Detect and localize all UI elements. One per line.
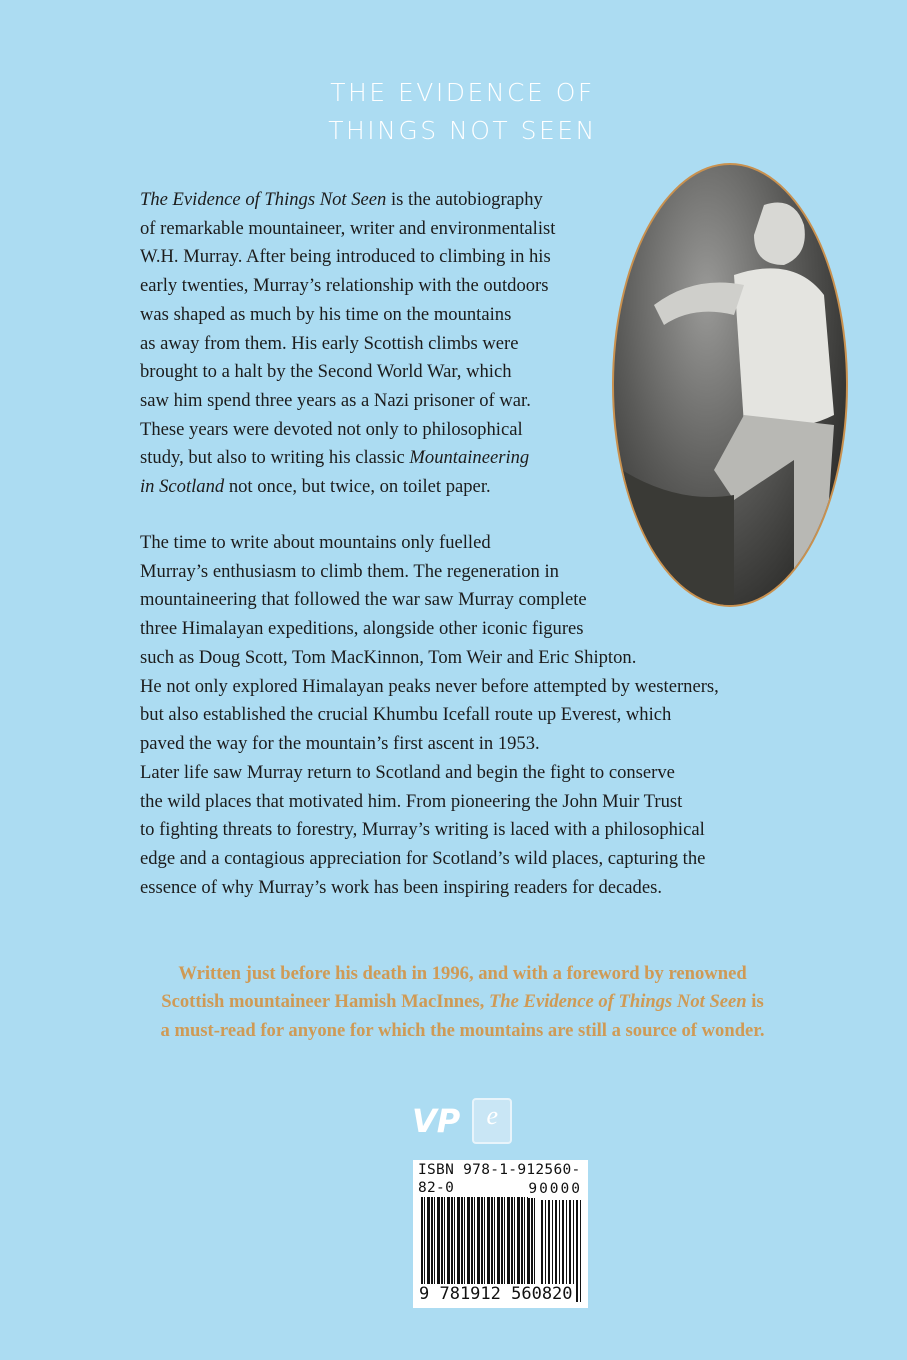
text-line <box>140 243 555 272</box>
text-segment: the wild places that motivated him. From pioneering the John Muir Trust <box>140 790 683 812</box>
text-line <box>140 444 555 473</box>
text-line <box>140 874 705 903</box>
text-line <box>140 330 555 359</box>
ebook-logo <box>472 1098 512 1144</box>
text-line <box>140 358 555 387</box>
text-line <box>140 473 555 502</box>
highlight-quote <box>0 960 907 1045</box>
italic-title-text: in Scotland <box>140 476 225 498</box>
text-segment: is the autobiography <box>386 189 543 210</box>
text-segment: such as Doug Scott, Tom MacKinnon, Tom Weir and Eric Shipton. <box>140 646 637 668</box>
text-segment: Later life saw Murray return to Scotland and begin the fight to conserve <box>140 762 675 783</box>
text-line <box>140 845 705 874</box>
text-line <box>140 788 705 817</box>
text-line <box>140 586 719 615</box>
text-segment: as away from them. His early Scottish climbs were <box>140 332 519 354</box>
description-paragraph-1 <box>140 186 555 502</box>
text-segment: Scottish mountaineer Hamish MacInnes, <box>161 991 489 1013</box>
italic-title-text: Mountaineering <box>409 447 530 469</box>
text-segment: The time to write about mountains only fuelled <box>140 532 491 553</box>
publisher-logos <box>412 1098 512 1144</box>
text-segment: These years were devoted not only to philosophical <box>140 418 523 440</box>
barcode-bars <box>421 1183 536 1284</box>
text-line <box>140 272 555 301</box>
text-segment: of remarkable mountaineer, writer and environmentalist <box>140 217 556 239</box>
text-line <box>140 701 719 730</box>
text-line <box>140 644 719 673</box>
italic-title-text: The Evidence of Things Not Seen <box>488 991 747 1013</box>
text-segment: W.H. Murray. After being introduced to climbing in his <box>140 246 551 268</box>
cover-title-line-2: THINGS NOT SEEN <box>328 116 597 145</box>
text-segment: saw him spend three years as a Nazi prisoner of war. <box>140 389 531 411</box>
text-line <box>140 816 705 845</box>
text-line <box>140 301 555 330</box>
text-segment: Murray’s enthusiasm to climb them. The regeneration in <box>140 560 559 582</box>
text-segment: but also established the crucial Khumbu Icefall route up Everest, which <box>140 704 672 726</box>
text-line <box>0 960 907 988</box>
text-segment: not once, but twice, on toilet paper. <box>224 476 491 498</box>
text-segment: mountaineering that followed the war saw Murray complete <box>140 589 587 611</box>
text-segment: He not only explored Himalayan peaks never before attempted by westerners, <box>140 675 719 697</box>
text-line <box>140 186 555 215</box>
text-line <box>140 529 719 558</box>
description-paragraph-2 <box>140 529 719 759</box>
text-segment: paved the way for the mountain’s first ascent in 1953. <box>140 732 540 754</box>
text-line <box>0 1017 907 1045</box>
text-line <box>140 387 555 416</box>
cover-title-line-1: THE EVIDENCE OF <box>330 78 595 107</box>
ebook-logo-letter: e <box>486 1101 498 1130</box>
text-line <box>140 673 719 702</box>
text-segment: is <box>746 991 764 1013</box>
isbn-text: ISBN 978-1-912560-82-0 <box>418 1161 588 1197</box>
barcode-digits: 9 781912 560820 <box>419 1284 573 1304</box>
text-line <box>140 615 719 644</box>
text-segment: was shaped as much by his time on the mountains <box>140 303 512 325</box>
text-line <box>140 416 555 445</box>
text-segment: three Himalayan expeditions, alongside other iconic figures <box>140 618 584 640</box>
text-segment: Written just before his death in 1996, and with a foreword by renowned <box>178 963 747 984</box>
vp-publisher-logo: VP <box>412 1102 461 1140</box>
text-segment: study, but also to writing his classic <box>140 447 410 469</box>
isbn-barcode <box>413 1160 588 1308</box>
text-segment: essence of why Murray’s work has been inspiring readers for decades. <box>140 876 662 898</box>
text-segment: early twenties, Murray’s relationship with the outdoors <box>140 275 549 297</box>
text-segment: a must-read for anyone for which the mountains are still a source of wonder. <box>160 1019 765 1041</box>
text-segment: edge and a contagious appreciation for Scotland’s wild places, capturing the <box>140 848 706 870</box>
text-segment: brought to a halt by the Second World War, which <box>140 361 512 383</box>
text-segment: to fighting threats to forestry, Murray’s writing is laced with a philosophical <box>140 819 705 841</box>
text-line <box>140 759 705 788</box>
italic-title-text: The Evidence of Things Not Seen <box>140 189 387 210</box>
text-line <box>140 215 555 244</box>
text-line <box>140 730 719 759</box>
price-code: 90000 <box>528 1181 582 1197</box>
text-line <box>140 558 719 587</box>
text-line <box>0 988 907 1016</box>
description-paragraph-3 <box>140 759 705 903</box>
